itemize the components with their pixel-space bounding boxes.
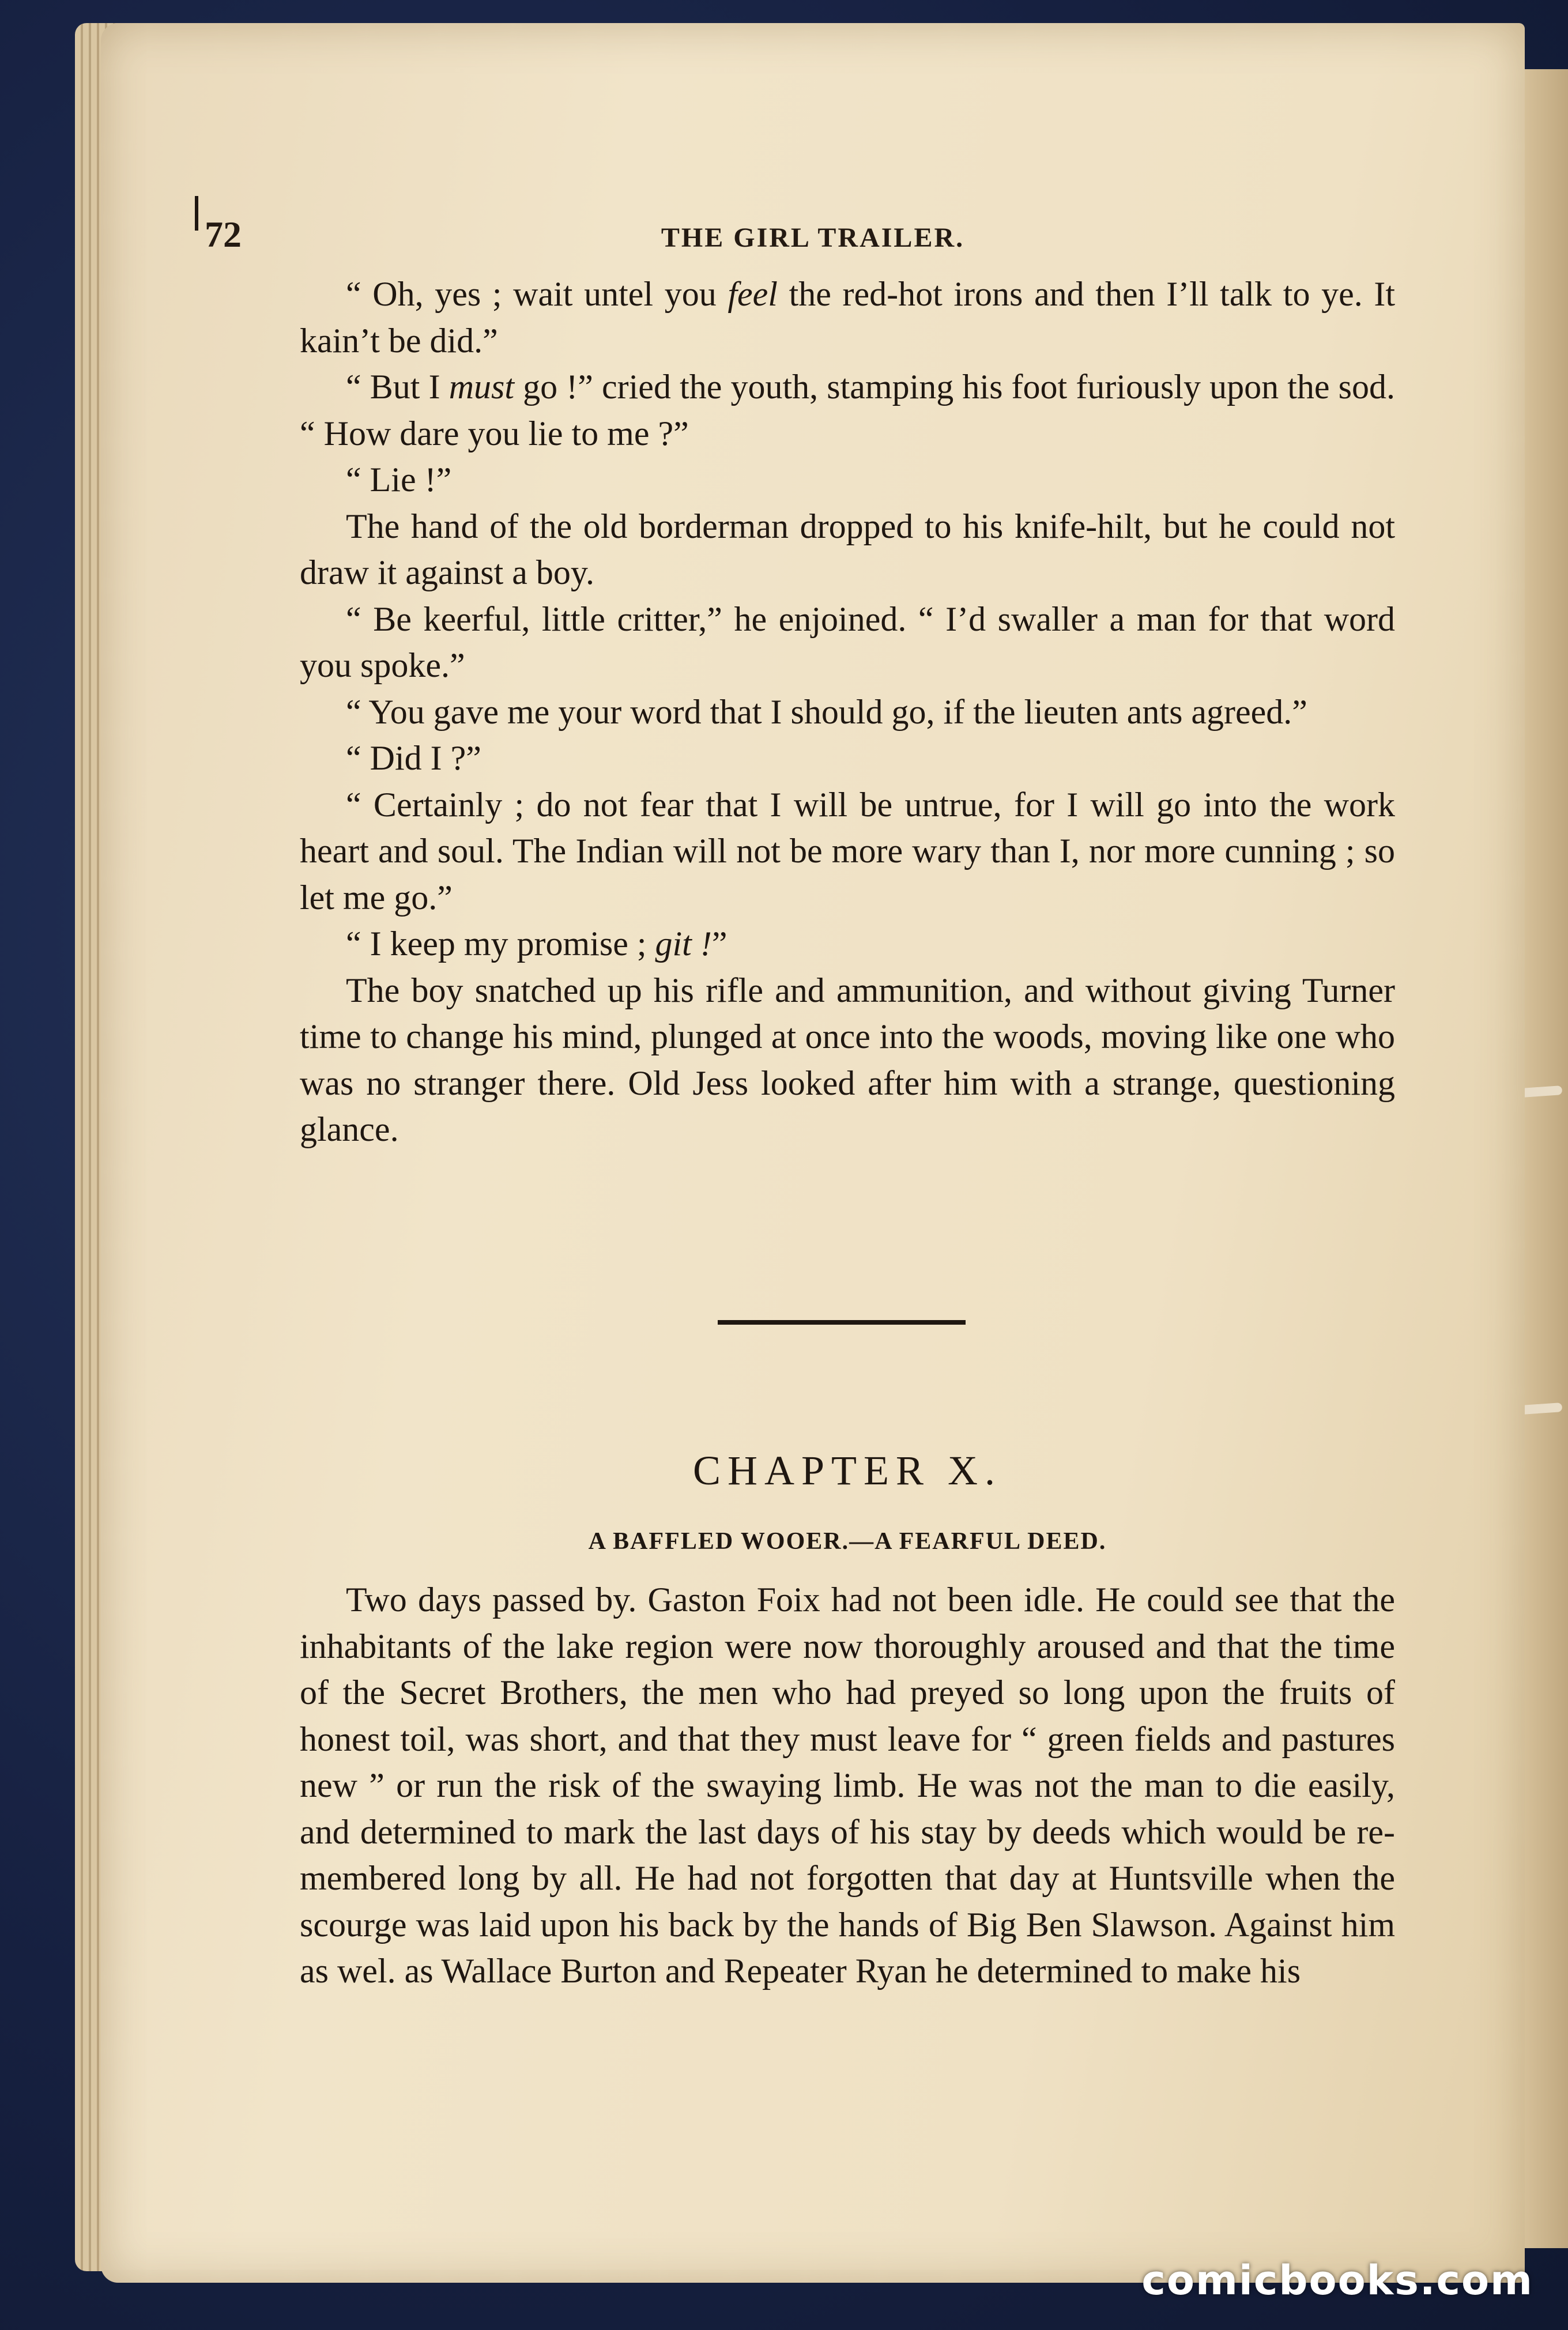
paragraph: “ Lie !” bbox=[346, 461, 452, 499]
paragraph: “ But I must go !” cried the youth, stamping his foot furiously upon the sod. “ How dare you lie to me ?” bbox=[300, 368, 1395, 453]
watermark: comicbooks.com bbox=[1141, 2257, 1533, 2304]
running-title: THE GIRL TRAILER. bbox=[661, 223, 965, 253]
chapter-text bbox=[300, 1577, 1395, 1995]
paragraph: “ Certainly ; do not fear that I will be untrue, for I will go into the work heart and soul. The Indian will not be more wary than I, nor more cunning ; so let me go.” bbox=[300, 785, 1395, 917]
paragraph: The boy snatched up his rifle and ammunition, and without giving Turner time to change his mind, plunged at once into the woods, moving like one who was no stranger there. Old Jess looked after him with a strange, questioning glance. bbox=[300, 971, 1395, 1148]
chapter-subtitle: A BAFFLED WOOER.—A FEARFUL DEED. bbox=[588, 1528, 1107, 1555]
paragraph: “ Be keerful, little critter,” he enjoined. “ I’d swaller a man for that word you spoke.” bbox=[300, 600, 1395, 684]
section-divider bbox=[718, 1320, 966, 1325]
paragraph: “ Oh, yes ; wait untel you feel the red-hot irons and then I’ll talk to ye. It kain’t be did.” bbox=[300, 275, 1395, 360]
paragraph: Two days passed by. Gaston Foix had not been idle. He could see that the inhabitants of the lake region were now thoroughly aroused and that the time of the Secret Brothers, the men who had preyed so long upon the fruits of honest toil, was short, and that they must leave for “ green fields and pastures new ” or run the risk of the swaying limb. He was not the man to die easily, and determined to mark the last days of his stay by deeds which would be remembered long by all. He had not forgotten that day at Huntsville when the scourge was laid upon his back by the hands of Big Ben Slawson. Against him as wel. as Wallace Burton and Repeater Ryan he determined to make his bbox=[300, 1581, 1395, 1990]
chapter-title: CHAPTER X. bbox=[692, 1447, 1002, 1494]
paragraph: The hand of the old borderman dropped to his knife-hilt, but he could not draw it against a boy. bbox=[300, 507, 1395, 591]
body-text bbox=[300, 271, 1395, 1153]
paragraph: “ I keep my promise ; git !” bbox=[346, 925, 728, 963]
paragraph: “ Did I ?” bbox=[346, 739, 481, 777]
paragraph: “ You gave me your word that I should go, if the lieuten ants agreed.” bbox=[346, 692, 1307, 731]
page-number: 72 bbox=[205, 214, 242, 255]
